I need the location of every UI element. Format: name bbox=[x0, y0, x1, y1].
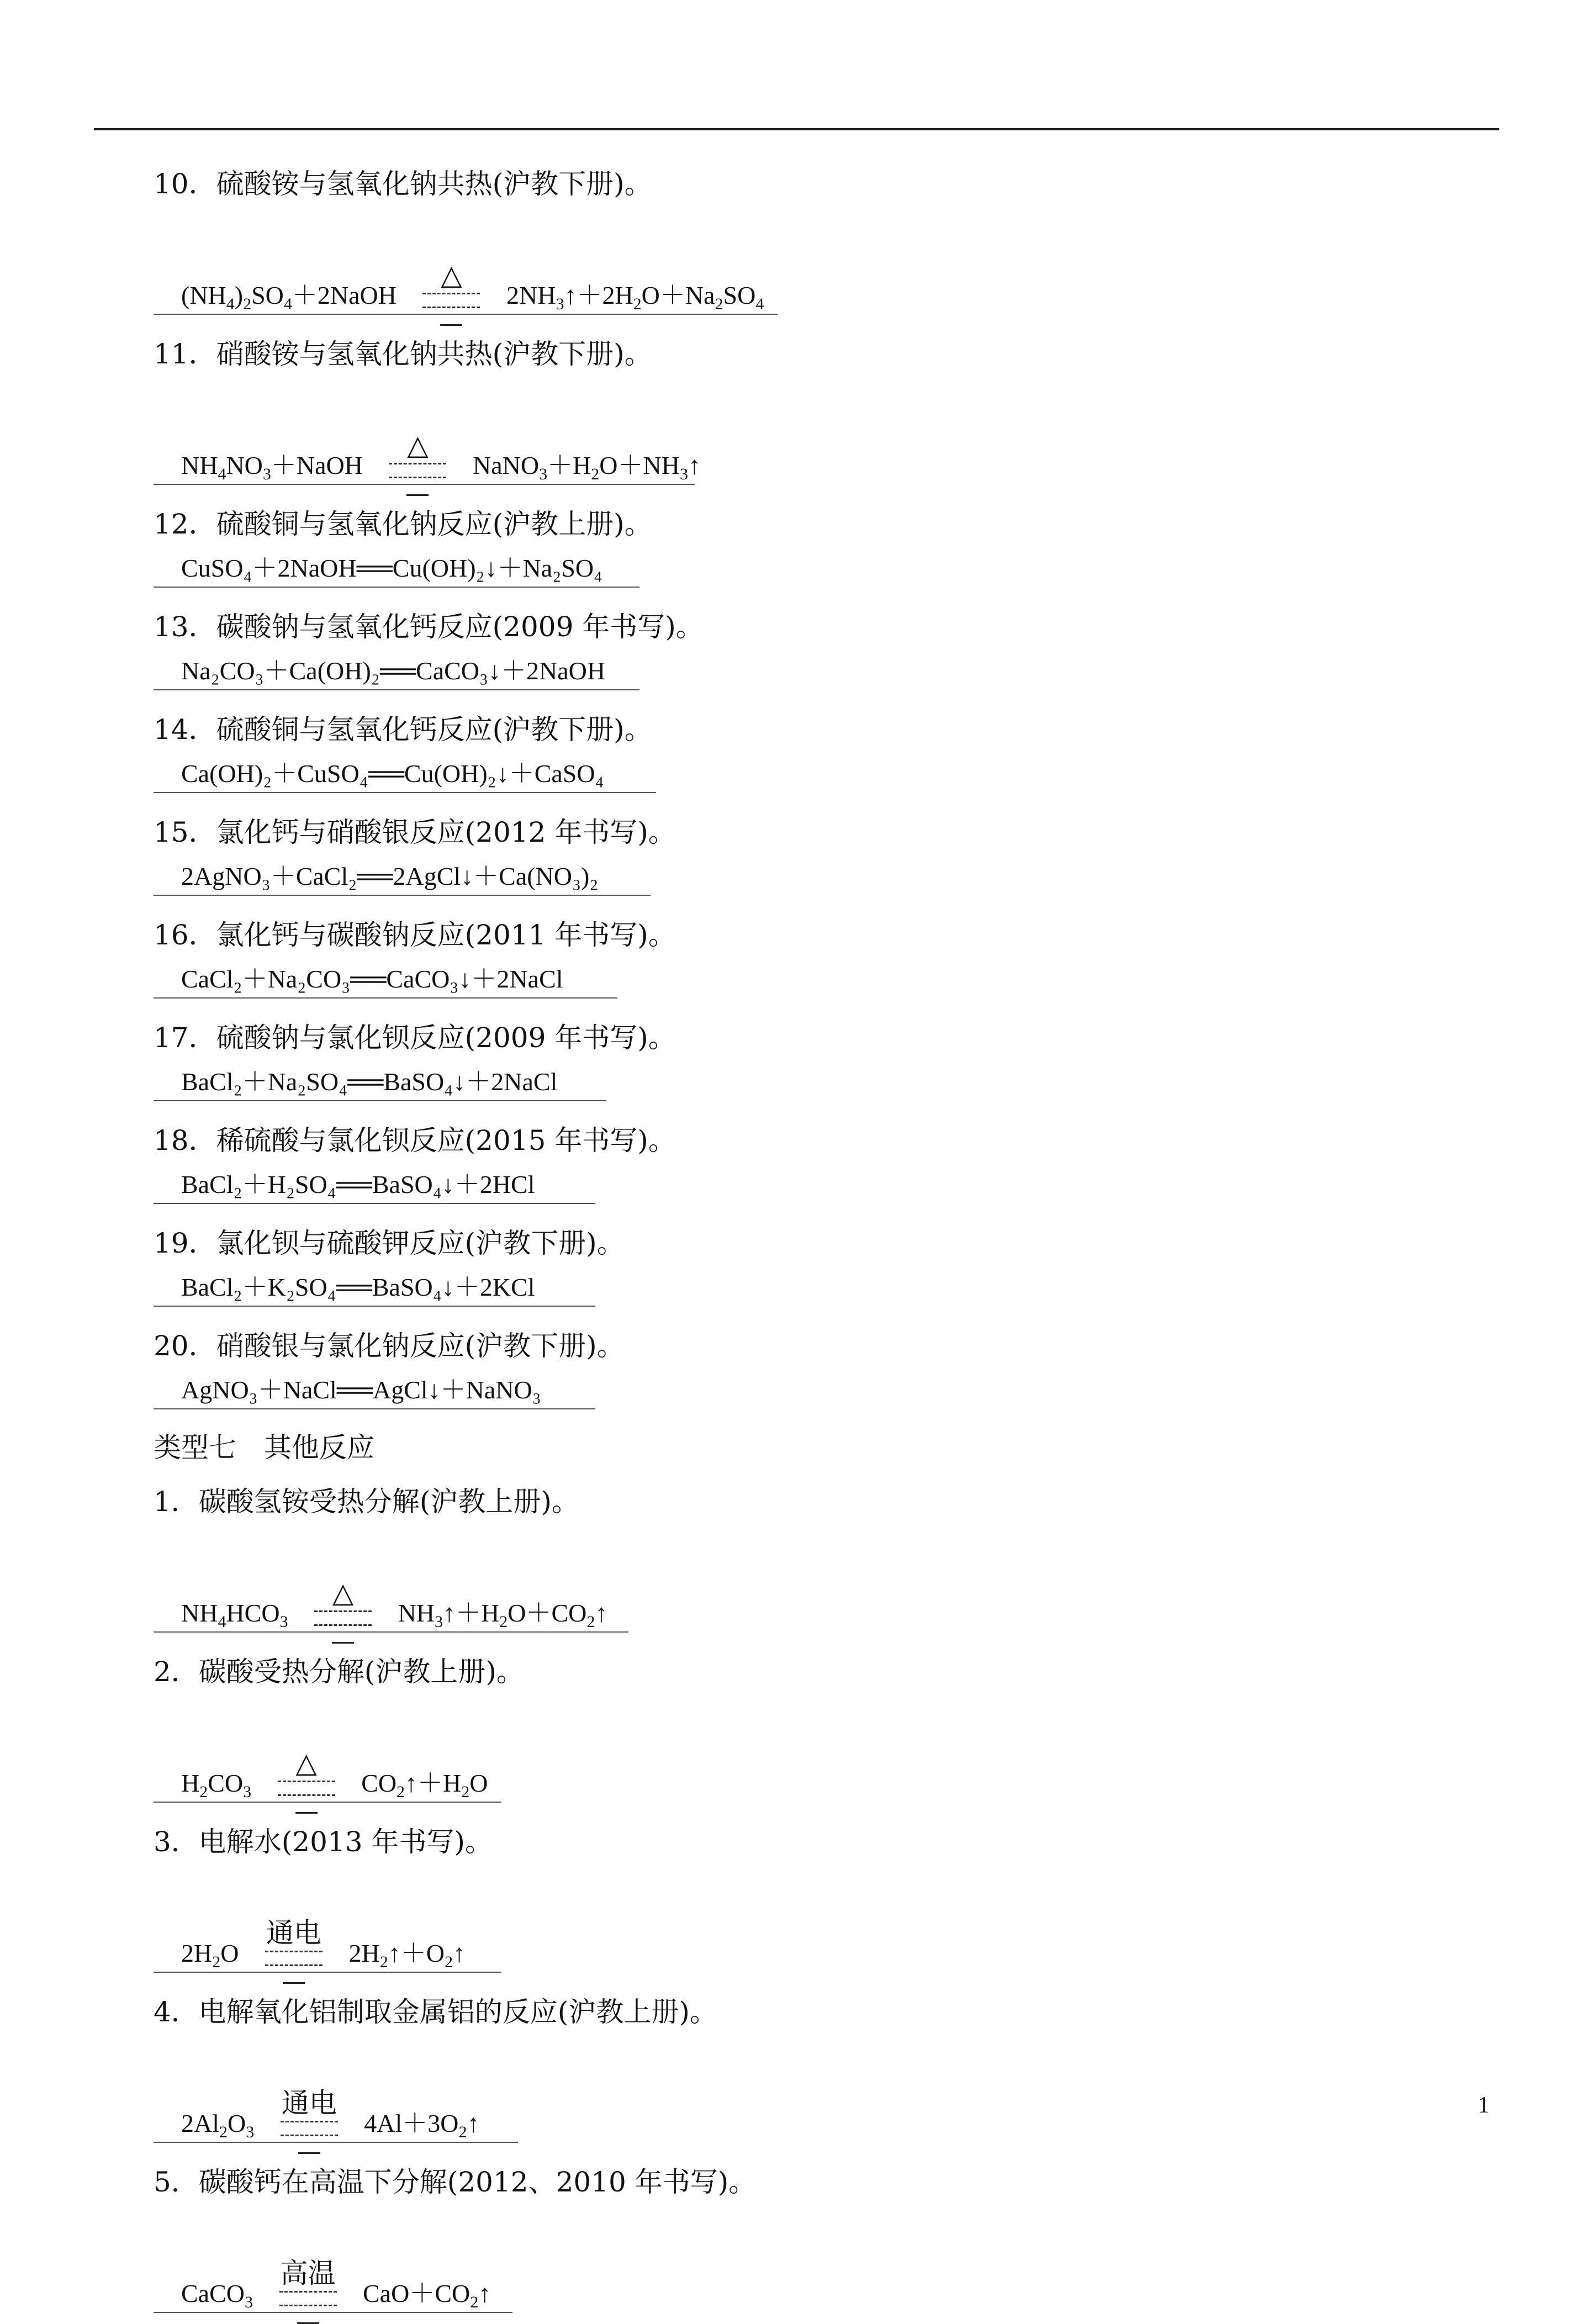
answer-c5 bbox=[154, 2223, 1424, 2317]
answer-20 bbox=[154, 1373, 1424, 1414]
answer-17 bbox=[154, 1065, 1424, 1106]
question-c5: 5．碳酸钙在高温下分解(2012、2010 年书写)。 bbox=[154, 2166, 757, 2198]
answer-10 bbox=[154, 225, 1424, 319]
answer-15 bbox=[154, 859, 1424, 900]
answer-12 bbox=[154, 551, 1424, 592]
question-c2: 2．碳酸受热分解(沪教上册)。 bbox=[154, 1656, 524, 1688]
answer-underline bbox=[154, 1306, 595, 1307]
electrolysis-condition: 通电 bbox=[261, 1947, 327, 1969]
answer-11 bbox=[154, 395, 1424, 489]
question-15: 15．氯化钙与硝酸银反应(2012 年书写)。 bbox=[154, 816, 676, 848]
question-11: 11．硝酸铵与氢氧化钠共热(沪教下册)。 bbox=[154, 338, 652, 370]
answer-underline bbox=[154, 689, 639, 690]
answer-18 bbox=[154, 1168, 1424, 1208]
question-19: 19．氯化钡与硫酸钾反应(沪教下册)。 bbox=[154, 1227, 625, 1259]
answer-c4 bbox=[154, 2053, 1424, 2147]
answer-14 bbox=[154, 757, 1424, 797]
question-16: 16．氯化钙与碳酸钠反应(2011 年书写)。 bbox=[154, 919, 676, 951]
answer-13 bbox=[154, 654, 1424, 695]
answer-underline bbox=[154, 1100, 606, 1101]
answer-underline bbox=[154, 1631, 628, 1633]
equation: CaCl₂＋Na₂CO₃══CaCO₃↓＋2NaCl bbox=[181, 965, 563, 993]
question-12: 12．硫酸铜与氢氧化钠反应(沪教上册)。 bbox=[154, 508, 652, 540]
answer-underline bbox=[154, 484, 695, 485]
answer-underline bbox=[154, 1802, 501, 1803]
answer-underline bbox=[154, 314, 778, 315]
equation: BaCl₂＋Na₂SO₄══BaSO₄↓＋2NaCl bbox=[181, 1068, 558, 1096]
question-14: 14．硫酸铜与氢氧化钙反应(沪教下册)。 bbox=[154, 714, 652, 746]
equation: CuSO₄＋2NaOH══Cu(OH)₂↓＋Na₂SO₄ bbox=[181, 554, 603, 582]
equation: BaCl₂＋H₂SO₄══BaSO₄↓＋2HCl bbox=[181, 1170, 535, 1198]
equation: $(NH_4)_2SO_4+2NaOH$ △ $2NH_3↑+2H_2O+Na_2SO_4$ bbox=[181, 275, 764, 311]
heat-condition: △ bbox=[273, 1777, 340, 1799]
question-18: 18．稀硫酸与氯化钡反应(2015 年书写)。 bbox=[154, 1124, 676, 1156]
answer-16 bbox=[154, 962, 1424, 1003]
electrolysis-condition: 通电 bbox=[276, 2117, 342, 2140]
equation: CaCO$_3$ 高温 $CaO+CO_2↑$ bbox=[181, 2273, 491, 2310]
answer-c1 bbox=[154, 1543, 1424, 1637]
answer-underline bbox=[154, 587, 639, 588]
answer-c3 bbox=[154, 1883, 1424, 1977]
equation: $2H_2O$ 通电 $2H_2↑+O_2↑$ bbox=[181, 1933, 466, 1969]
equation: 2AgNO₃＋CaCl₂══2AgCl↓＋Ca(NO₃)₂ bbox=[181, 862, 599, 890]
heat-condition: △ bbox=[310, 1607, 376, 1629]
question-c4: 4．电解氧化铝制取金属铝的反应(沪教上册)。 bbox=[154, 1996, 717, 2028]
question-17: 17．硫酸钠与氯化钡反应(2009 年书写)。 bbox=[154, 1022, 676, 1054]
question-20: 20．硝酸银与氯化钠反应(沪教下册)。 bbox=[154, 1330, 625, 1362]
question-13: 13．碳酸钠与氢氧化钙反应(2009 年书写)。 bbox=[154, 611, 704, 643]
answer-underline bbox=[154, 997, 617, 999]
answer-underline bbox=[154, 1408, 595, 1409]
equation: $NH_4NO_3+NaOH$ △ $NaNO_3+H_2O+NH_3↑$ bbox=[181, 445, 701, 482]
question-c3: 3．电解水(2013 年书写)。 bbox=[154, 1826, 493, 1858]
question-c1: 1．碳酸氢铵受热分解(沪教上册)。 bbox=[154, 1486, 579, 1518]
answer-underline bbox=[154, 895, 651, 896]
heat-condition: △ bbox=[384, 459, 451, 482]
document-body bbox=[154, 149, 1424, 2317]
answer-underline bbox=[154, 792, 656, 793]
high-temperature-condition: 高温 bbox=[275, 2288, 341, 2310]
question-10: 10．硫酸铵与氢氧化钠共热(沪教下册)。 bbox=[154, 168, 652, 200]
equation: $H_2CO_3$ △ $CO_2↑+H_2O$ bbox=[181, 1763, 488, 1799]
equation: $2Al_2O_3$ 通电 $4Al+3O_2↑$ bbox=[181, 2103, 479, 2140]
heat-condition: △ bbox=[418, 289, 484, 311]
page-number: 1 bbox=[1478, 2093, 1489, 2118]
equation: BaCl₂＋K₂SO₄══BaSO₄↓＋2KCl bbox=[181, 1273, 535, 1301]
section-heading: 类型七 其他反应 bbox=[154, 1432, 374, 1464]
equation: Ca(OH)₂＋CuSO₄══Cu(OH)₂↓＋CaSO₄ bbox=[181, 759, 604, 788]
equation: Na₂CO₃＋Ca(OH)₂══CaCO₃↓＋2NaOH bbox=[181, 657, 606, 685]
answer-underline bbox=[154, 1972, 501, 1973]
answer-19 bbox=[154, 1270, 1424, 1311]
answer-c2 bbox=[154, 1713, 1424, 1807]
answer-underline bbox=[154, 1203, 595, 1204]
equation: $NH_4HCO_3$ △ $NH_3↑+H_2O+CO_2↑$ bbox=[181, 1593, 607, 1629]
equation: AgNO₃＋NaCl══AgCl↓＋NaNO₃ bbox=[181, 1376, 541, 1404]
answer-underline bbox=[154, 2312, 512, 2313]
answer-underline bbox=[154, 2142, 518, 2143]
header-rule bbox=[94, 128, 1499, 130]
